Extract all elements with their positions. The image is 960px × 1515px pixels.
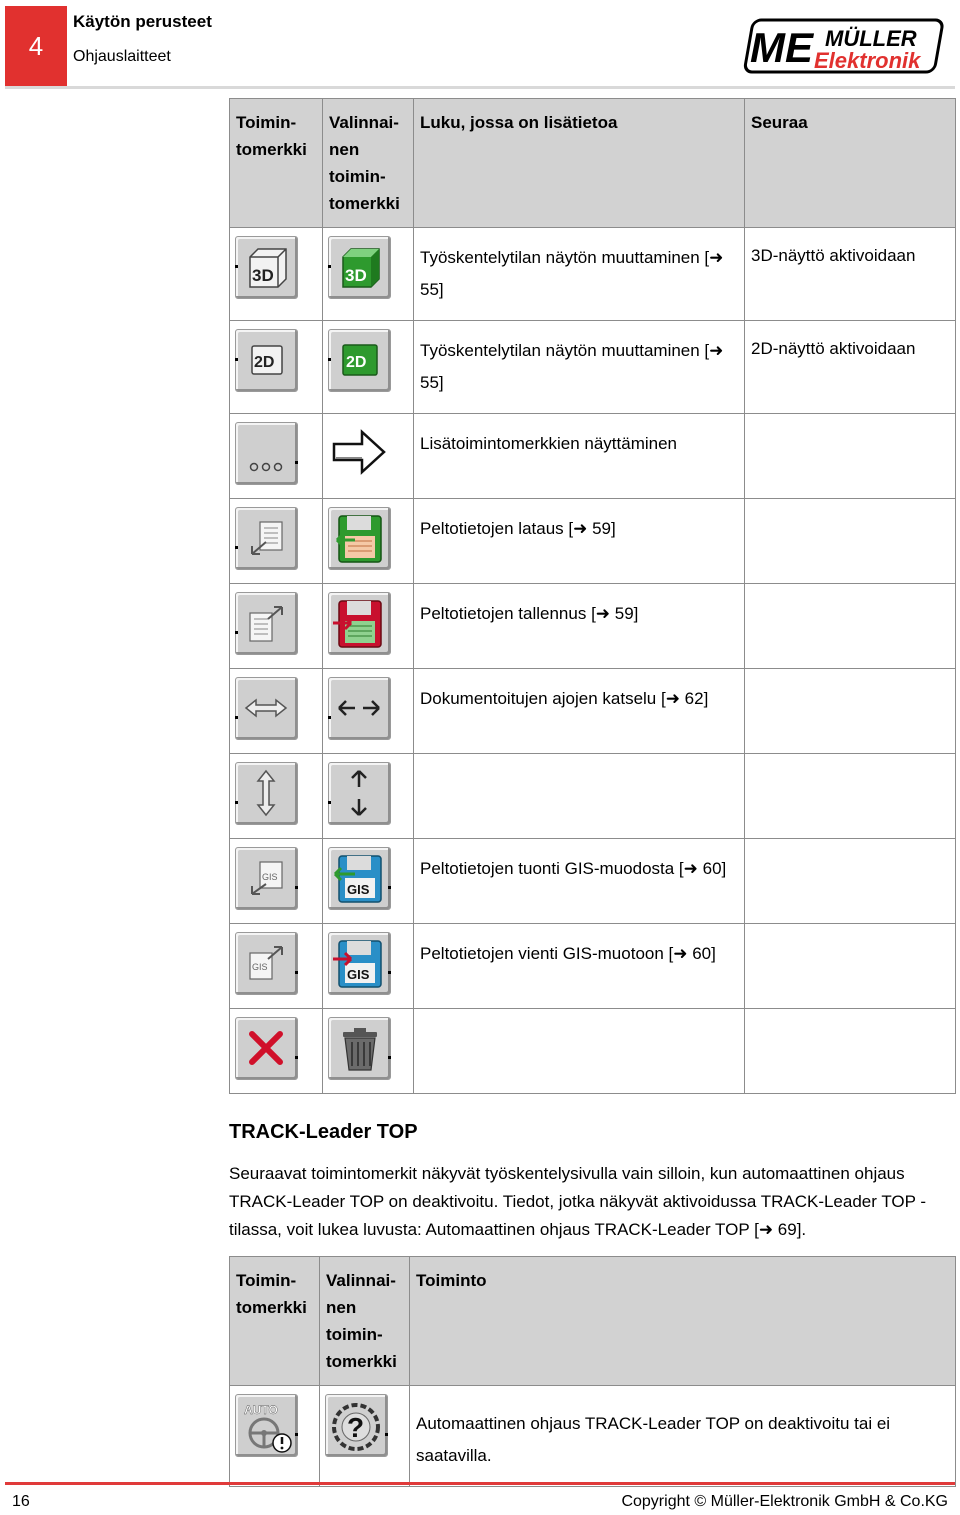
- table-row: [230, 228, 956, 321]
- chapter-reference: Työskentelytilan näytön muuttaminen [➜ 55]: [414, 228, 745, 321]
- 2d-green-icon[interactable]: [328, 329, 391, 392]
- chapter-subtitle: Ohjauslaitteet: [73, 48, 171, 65]
- result-text: [745, 669, 956, 754]
- table-row: [230, 839, 956, 924]
- auto-steering-warning-icon[interactable]: [235, 1394, 298, 1457]
- table-row: [230, 1009, 956, 1094]
- result-text: [745, 499, 956, 584]
- result-text: [745, 924, 956, 1009]
- trash-icon[interactable]: [328, 1017, 391, 1080]
- result-text: [745, 839, 956, 924]
- logo-initials: ME: [750, 24, 813, 71]
- up-down-arrows-icon[interactable]: [328, 762, 391, 825]
- result-text: [745, 584, 956, 669]
- delete-x-icon[interactable]: [235, 1017, 298, 1080]
- field-save-icon[interactable]: [235, 592, 298, 655]
- result-text: [745, 414, 956, 499]
- chapter-number: 4: [5, 6, 67, 86]
- column-header-chapter: Luku, jossa on lisätietoa: [414, 99, 745, 228]
- chapter-reference: Peltotietojen tallennus [➜ 59]: [414, 584, 745, 669]
- logo-text-bottom: Elektronik: [814, 48, 921, 73]
- table-row: [230, 584, 956, 669]
- chapter-reference: [414, 754, 745, 839]
- floppy-save-icon[interactable]: [328, 592, 391, 655]
- svg-text:GIS: GIS: [252, 962, 268, 972]
- field-load-icon[interactable]: [235, 507, 298, 570]
- table-row: [230, 924, 956, 1009]
- floppy-gis-import-icon[interactable]: [328, 847, 391, 910]
- chapter-reference: Peltotietojen lataus [➜ 59]: [414, 499, 745, 584]
- 3d-icon[interactable]: [235, 236, 298, 299]
- column-header-function: Toiminto: [410, 1257, 956, 1386]
- left-right-arrows-icon[interactable]: [328, 677, 391, 740]
- column-header-icon: Toimin- tomerkki: [230, 99, 323, 228]
- svg-text:?: ?: [347, 1412, 365, 1443]
- column-header-icon: Toimin- tomerkki: [230, 1257, 320, 1386]
- svg-text:GIS: GIS: [347, 882, 370, 897]
- svg-text:2D: 2D: [346, 354, 367, 371]
- table-row: [230, 499, 956, 584]
- more-icon[interactable]: [235, 422, 298, 485]
- page-number: 16: [12, 1493, 30, 1510]
- svg-text:3D: 3D: [252, 266, 274, 285]
- gis-import-icon[interactable]: [235, 847, 298, 910]
- chapter-reference: Peltotietojen tuonti GIS-muodosta [➜ 60]: [414, 839, 745, 924]
- horizontal-arrows-icon[interactable]: [235, 677, 298, 740]
- chapter-reference: Peltotietojen vienti GIS-muotoon [➜ 60]: [414, 924, 745, 1009]
- chapter-reference: Dokumentoitujen ajojen katselu [➜ 62]: [414, 669, 745, 754]
- svg-text:2D: 2D: [254, 354, 275, 371]
- column-header-optional-icon: Valinnai- nen toimin- tomerkki: [320, 1257, 410, 1386]
- table-row: [230, 321, 956, 414]
- svg-text:AUTO: AUTO: [244, 1403, 278, 1417]
- chapter-reference: Lisätoimintomerkkien näyttäminen: [414, 414, 745, 499]
- mueller-elektronik-logo: [740, 16, 945, 76]
- chapter-reference: [414, 1009, 745, 1094]
- 2d-icon[interactable]: [235, 329, 298, 392]
- result-text: [745, 754, 956, 839]
- floppy-load-icon[interactable]: [328, 507, 391, 570]
- table-row: [230, 1386, 956, 1487]
- svg-text:GIS: GIS: [347, 967, 370, 982]
- chapter-reference: Työskentelytilan näytön muuttaminen [➜ 55]: [414, 321, 745, 414]
- track-leader-top-table: [229, 1256, 956, 1487]
- chapter-title: Käytön perusteet: [73, 12, 212, 31]
- column-header-result: Seuraa: [745, 99, 956, 228]
- copyright-text: Copyright © Müller-Elektronik GmbH & Co.KG: [621, 1493, 948, 1510]
- arrow-right-icon[interactable]: [328, 422, 391, 485]
- gis-export-icon[interactable]: [235, 932, 298, 995]
- table-row: [230, 669, 956, 754]
- result-text: 3D-näyttö aktivoidaan: [745, 228, 956, 321]
- 3d-green-icon[interactable]: [328, 236, 391, 299]
- table-row: [230, 414, 956, 499]
- steering-help-icon[interactable]: [325, 1394, 388, 1457]
- icon-function-table: [229, 98, 956, 1094]
- table-row: [230, 754, 956, 839]
- result-text: [745, 1009, 956, 1094]
- column-header-optional-icon: Valinnai- nen toimin- tomerkki: [323, 99, 414, 228]
- logo-text-top: MÜLLER: [825, 26, 917, 51]
- function-description: Automaattinen ohjaus TRACK-Leader TOP on deaktivoitu tai ei saatavilla.: [410, 1386, 956, 1487]
- footer-divider: [5, 1482, 955, 1485]
- result-text: 2D-näyttö aktivoidaan: [745, 321, 956, 414]
- section-paragraph: Seuraavat toimintomerkit näkyvät työskentelysivulla vain silloin, kun automaattinen ohjaus TRACK-Leader TOP on deaktivoitu. Tiedot, jotka näkyvät aktivoidussa TRACK-Leader TOP -tilassa, voit lukea luvusta: Automaattinen ohjaus TRACK-Leader TOP [➜ 69].: [229, 1164, 927, 1239]
- svg-text:3D: 3D: [345, 266, 367, 285]
- floppy-gis-export-icon[interactable]: [328, 932, 391, 995]
- svg-text:GIS: GIS: [262, 872, 278, 882]
- vertical-arrows-icon[interactable]: [235, 762, 298, 825]
- header-divider: [5, 86, 955, 89]
- section-title: TRACK-Leader TOP: [229, 1121, 418, 1143]
